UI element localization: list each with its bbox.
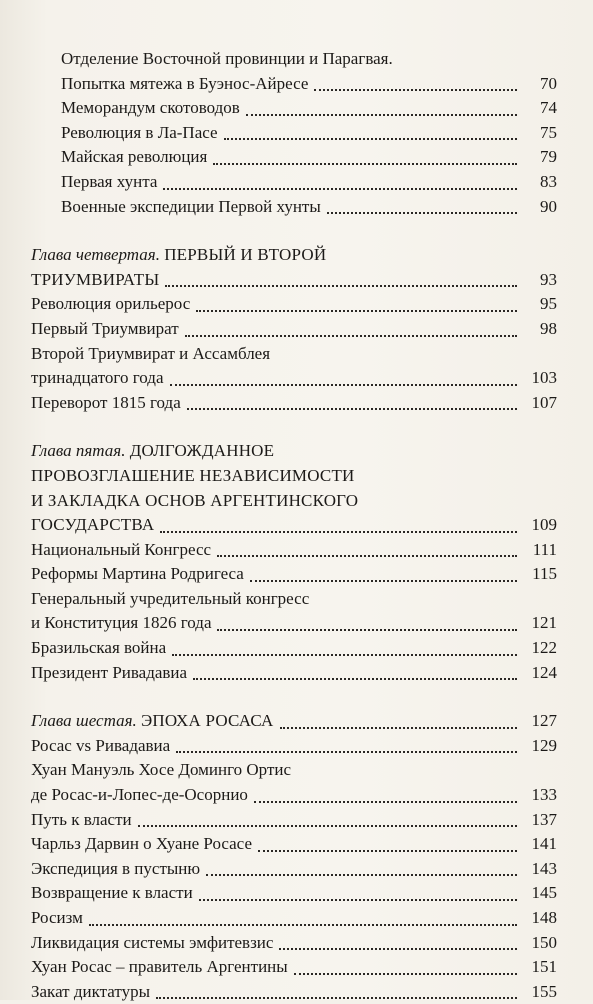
toc-entry xyxy=(31,121,557,146)
toc-entry-title: тринадцатого года xyxy=(31,368,164,388)
toc-entry xyxy=(31,317,557,342)
dot-leader xyxy=(254,799,517,803)
toc-entry-title: Чарльз Дарвин о Хуане Росасе xyxy=(31,834,252,854)
toc-entry xyxy=(31,955,557,980)
toc-entry xyxy=(31,391,557,416)
chapter-lead: Глава пятая. xyxy=(31,441,126,461)
dot-leader xyxy=(165,283,517,287)
toc-entry xyxy=(31,366,557,391)
dot-leader xyxy=(156,995,517,999)
toc-entry-title: и Конституция 1826 года xyxy=(31,613,212,633)
toc-entry-title: Закат диктатуры xyxy=(31,981,150,1001)
toc-entry-title: Первая хунта xyxy=(61,171,158,191)
toc-entry-page: 103 xyxy=(531,368,557,388)
toc-entry-title: Путь к власти xyxy=(31,809,132,829)
toc-entry-title: Росас vs Ривадавиа xyxy=(31,735,171,755)
toc-entry-title: Генеральный учредительный конгресс xyxy=(31,588,310,608)
toc-entry xyxy=(31,292,557,317)
toc-entry-title: Бразильская война xyxy=(31,638,167,658)
dot-leader xyxy=(279,946,517,950)
toc-entry xyxy=(31,734,557,759)
toc-entry-title: Национальный Конгресс xyxy=(31,539,212,559)
toc-entry-page: 129 xyxy=(531,735,557,755)
dot-leader xyxy=(199,897,517,901)
chapter-title: ПРОВОЗГЛАШЕНИЕ НЕЗАВИСИМОСТИ xyxy=(31,465,355,485)
dot-leader xyxy=(250,578,517,582)
toc-entry-page: 98 xyxy=(540,318,557,338)
toc-entry xyxy=(31,636,557,661)
toc-entry-page: 90 xyxy=(540,196,557,216)
dot-leader xyxy=(327,210,517,214)
toc-entry-title: Военные экспедиции Первой хунты xyxy=(61,196,321,216)
chapter-heading xyxy=(31,243,557,268)
chapter-title: ПЕРВЫЙ И ВТОРОЙ xyxy=(164,245,327,265)
toc-entry xyxy=(31,783,557,808)
toc-section-continued xyxy=(31,47,557,219)
dot-leader xyxy=(224,136,517,140)
dot-leader xyxy=(172,652,517,656)
chapter-heading-line xyxy=(31,464,557,489)
toc-chapter-6 xyxy=(31,709,557,1004)
toc-entry-page: 155 xyxy=(531,981,557,1001)
dot-leader xyxy=(89,922,517,926)
toc-entry-page: 150 xyxy=(531,932,557,952)
toc-entry-page: 74 xyxy=(540,98,557,118)
dot-leader xyxy=(206,872,517,876)
dot-leader xyxy=(138,823,517,827)
chapter-lead: Глава шестая. xyxy=(31,711,137,731)
toc-entry-page: 83 xyxy=(540,171,557,191)
dot-leader xyxy=(280,725,518,729)
toc-entry-title: Переворот 1815 года xyxy=(31,392,181,412)
dot-leader xyxy=(193,676,517,680)
dot-leader xyxy=(170,382,518,386)
toc-entry xyxy=(31,47,557,72)
toc-entry-page: 151 xyxy=(531,957,557,977)
toc-entry xyxy=(31,195,557,220)
chapter-page: 109 xyxy=(531,515,557,535)
toc-entry-page: 124 xyxy=(531,662,557,682)
toc-entry-title: Меморандум скотоводов xyxy=(61,98,240,118)
toc-entry xyxy=(31,832,557,857)
chapter-title: ТРИУМВИРАТЫ xyxy=(31,269,160,289)
dot-leader xyxy=(160,529,517,533)
chapter-title: И ЗАКЛАДКА ОСНОВ АРГЕНТИНСКОГО xyxy=(31,490,359,510)
toc-entry-page: 70 xyxy=(540,73,557,93)
chapter-heading-last-line xyxy=(31,513,557,538)
toc-entry-title: Революция в Ла-Пасе xyxy=(61,122,218,142)
toc-entry-title: Росизм xyxy=(31,908,83,927)
toc-entry xyxy=(31,881,557,906)
toc-entry-page: 107 xyxy=(531,392,557,412)
toc-entry-title: де Росас-и-Лопес-де-Осорнио xyxy=(31,785,248,805)
toc-entry-page: 111 xyxy=(532,539,557,559)
dot-leader xyxy=(217,627,517,631)
chapter-lead: Глава четвертая. xyxy=(31,245,160,265)
dot-leader xyxy=(176,749,517,753)
chapter-title: ГОСУДАРСТВА xyxy=(31,515,155,535)
dot-leader xyxy=(213,161,517,165)
dot-leader xyxy=(217,553,517,557)
chapter-page: 127 xyxy=(531,711,557,731)
toc-entry-title: Второй Триумвират и Ассамблея xyxy=(31,343,271,363)
toc-entry-page: 79 xyxy=(540,147,557,167)
dot-leader xyxy=(294,971,517,975)
toc-entry-title: Отделение Восточной провинции и Парагвая. xyxy=(61,49,393,68)
chapter-page: 93 xyxy=(540,269,557,289)
toc-entry-title: Майская революция xyxy=(61,147,208,167)
dot-leader xyxy=(258,848,517,852)
chapter-heading-line xyxy=(31,489,557,514)
toc-chapter-4 xyxy=(31,243,557,415)
toc-entry-title: Хуан Росас – правитель Аргентины xyxy=(31,957,288,977)
toc-entry xyxy=(31,562,557,587)
toc-entry-title: Хуан Мануэль Хосе Доминго Ортис xyxy=(31,760,292,780)
toc-entry xyxy=(31,661,557,686)
toc-entry xyxy=(31,587,557,612)
toc-entry xyxy=(31,758,557,783)
toc-entry xyxy=(31,96,557,121)
toc-entry-page: 148 xyxy=(531,908,557,927)
toc-entry xyxy=(31,857,557,882)
toc-entry xyxy=(31,170,557,195)
toc-entry-title: Революция орильерос xyxy=(31,294,191,314)
chapter-heading xyxy=(31,709,557,734)
chapter-heading xyxy=(31,439,557,464)
toc-entry xyxy=(31,342,557,367)
toc-entry-page: 115 xyxy=(532,564,557,584)
toc-chapter-5 xyxy=(31,439,557,685)
chapter-title: ДОЛГОЖДАННОЕ xyxy=(129,441,275,461)
toc-entry xyxy=(31,980,557,1004)
toc-entry-title: Попытка мятежа в Буэнос-Айресе xyxy=(61,73,309,93)
chapter-title: ЭПОХА РОСАСА xyxy=(141,711,274,731)
dot-leader xyxy=(163,186,517,190)
dot-leader xyxy=(187,406,517,410)
dot-leader xyxy=(246,112,517,116)
toc-entry-page: 95 xyxy=(540,294,557,314)
toc-entry xyxy=(31,145,557,170)
toc-entry xyxy=(31,611,557,636)
toc-entry xyxy=(31,931,557,956)
toc-entry-page: 137 xyxy=(531,809,557,829)
toc-entry xyxy=(31,808,557,833)
dot-leader xyxy=(185,333,517,337)
chapter-heading-last-line xyxy=(31,268,557,293)
toc-entry-page: 133 xyxy=(531,785,557,805)
toc-entry-page: 75 xyxy=(540,122,557,142)
toc-entry-page: 122 xyxy=(531,638,557,658)
table-of-contents xyxy=(31,47,557,1004)
toc-entry-page: 121 xyxy=(531,613,557,633)
toc-entry-title: Президент Ривадавиа xyxy=(31,662,188,682)
toc-entry-title: Экспедиция в пустыню xyxy=(31,858,201,878)
toc-entry-title: Первый Триумвират xyxy=(31,318,179,338)
toc-entry-title: Ликвидация системы эмфитевзис xyxy=(31,932,274,952)
toc-entry-page: 141 xyxy=(531,834,557,854)
toc-entry-title: Возвращение к власти xyxy=(31,883,193,903)
toc-entry-title: Реформы Мартина Родригеса xyxy=(31,564,244,584)
toc-entry-page: 145 xyxy=(531,883,557,903)
toc-entry xyxy=(31,906,557,931)
dot-leader xyxy=(196,308,517,312)
toc-entry xyxy=(31,538,557,563)
toc-entry-page: 143 xyxy=(531,858,557,878)
dot-leader xyxy=(314,87,517,91)
toc-entry xyxy=(31,72,557,97)
